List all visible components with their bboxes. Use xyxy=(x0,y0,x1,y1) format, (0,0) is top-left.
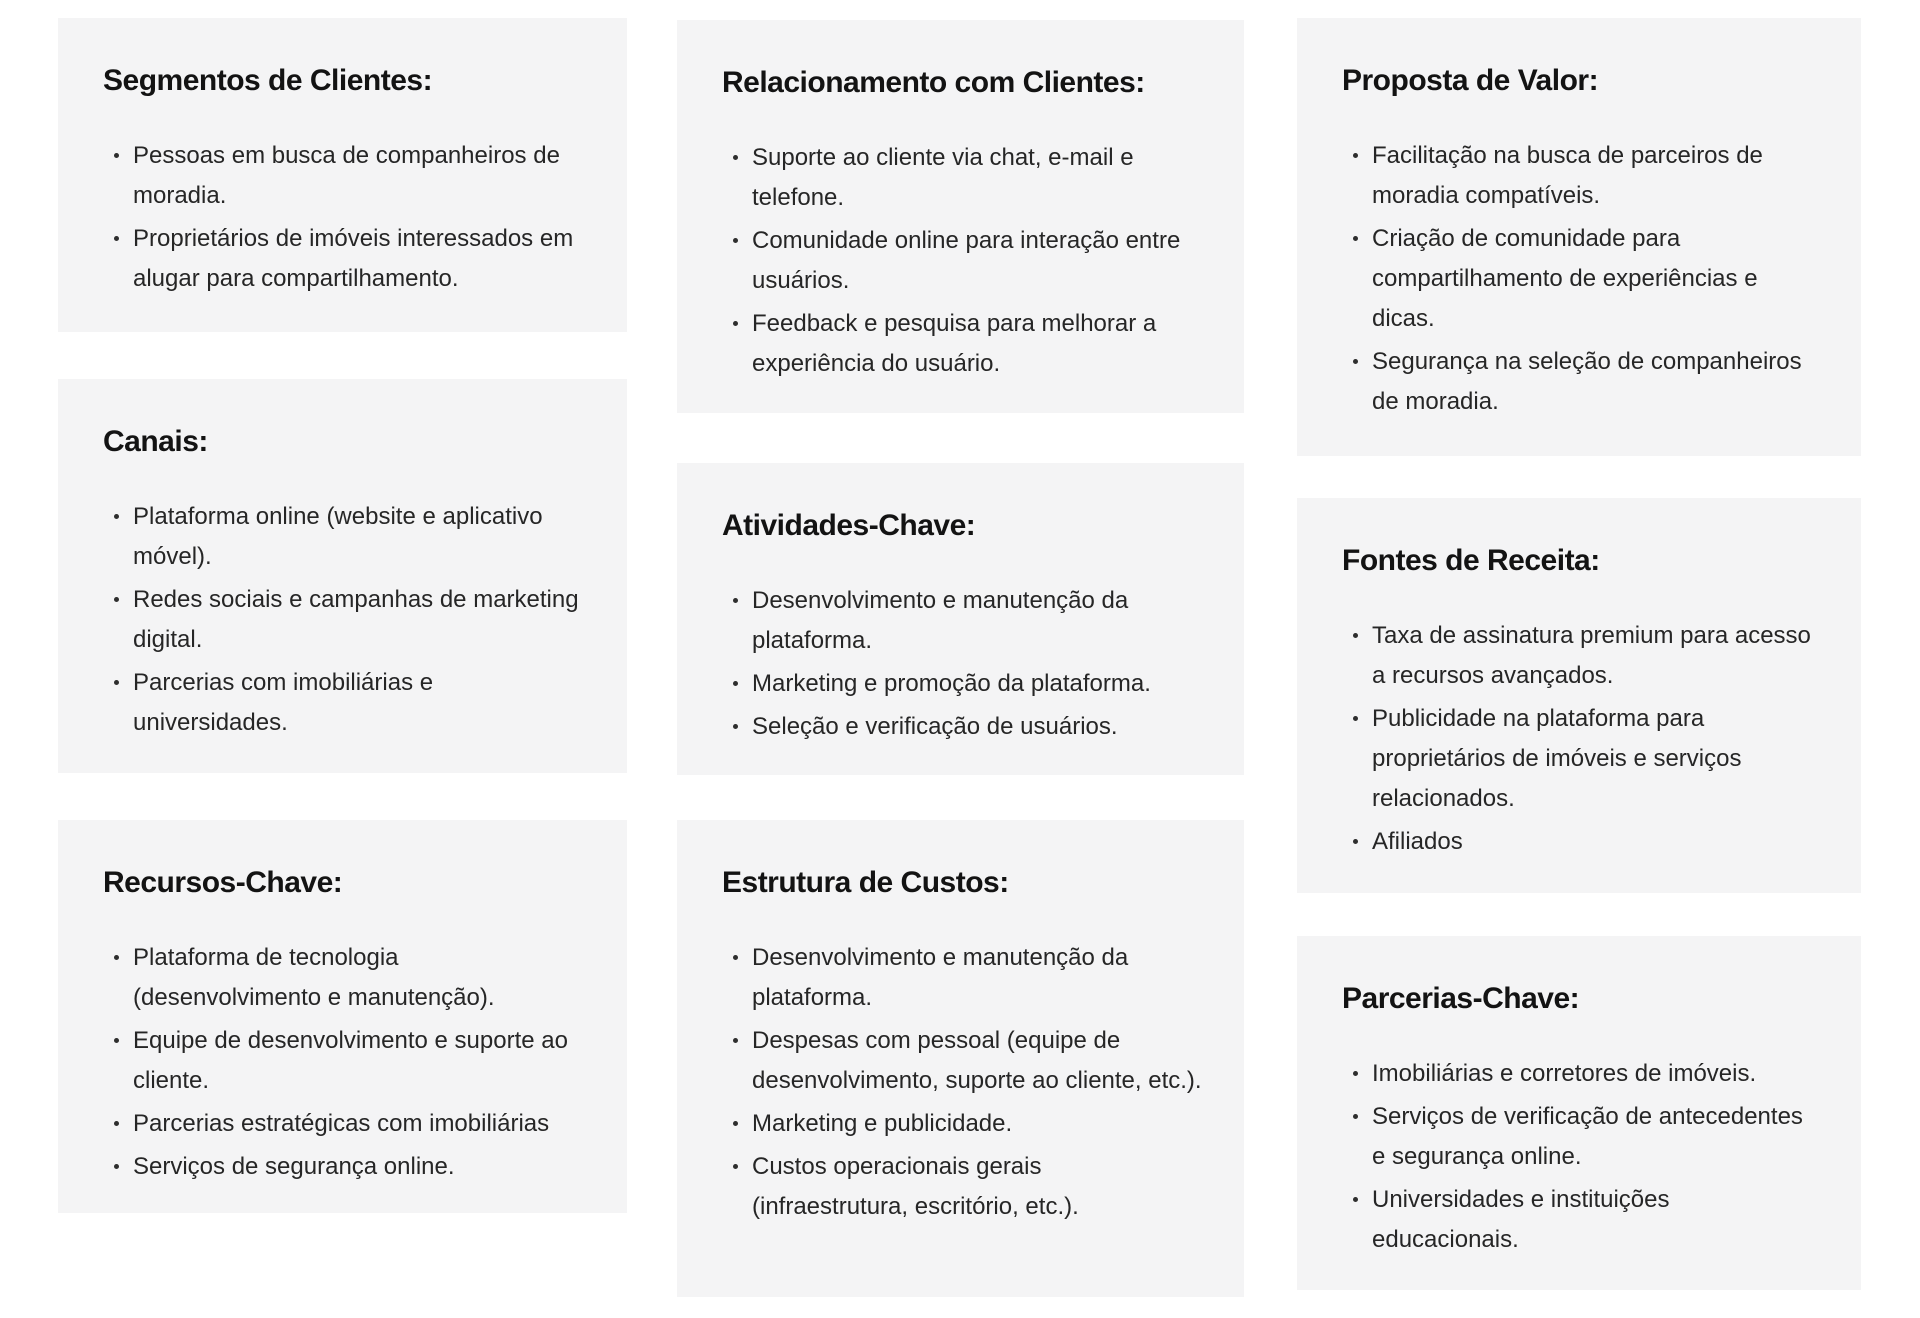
bullet-text: Marketing e promoção da plataforma. xyxy=(752,670,1151,697)
bullet-dot-icon xyxy=(733,321,738,326)
bullet-item xyxy=(103,580,587,660)
bullet-text: Universidades e instituições educacionais. xyxy=(1372,1186,1670,1253)
bullet-text: Segurança na seleção de companheiros de moradia. xyxy=(1372,348,1802,415)
bullet-item xyxy=(722,1021,1204,1101)
bullet-text: Equipe de desenvolvimento e suporte ao cliente. xyxy=(133,1027,568,1094)
bullet-dot-icon xyxy=(733,1164,738,1169)
bullet-dot-icon xyxy=(733,598,738,603)
card-title: Parcerias-Chave: xyxy=(1342,982,1580,1015)
bullet-dot-icon xyxy=(733,238,738,243)
bullet-text: Serviços de verificação de antecedentes e segurança online. xyxy=(1372,1103,1803,1170)
bullet-text: Proprietários de imóveis interessados em alugar para compartilhamento. xyxy=(133,225,574,292)
bullet-text: Plataforma online (website e aplicativo móvel). xyxy=(133,503,543,570)
card-bullet-list xyxy=(1342,616,1821,862)
card-bullet-list xyxy=(1342,136,1821,422)
bullet-text: Despesas com pessoal (equipe de desenvolvimento, suporte ao cliente, etc.). xyxy=(752,1027,1202,1094)
bullet-item xyxy=(103,663,587,743)
bullet-item xyxy=(722,938,1204,1018)
bullet-text: Pessoas em busca de companheiros de moradia. xyxy=(133,142,560,209)
bullet-text: Comunidade online para interação entre usuários. xyxy=(752,227,1181,294)
bullet-item xyxy=(1342,136,1821,216)
bullet-item xyxy=(1342,1054,1821,1094)
bullet-dot-icon xyxy=(1353,153,1358,158)
bullet-item xyxy=(722,1147,1204,1227)
bullet-item xyxy=(722,664,1204,704)
bullet-item xyxy=(103,1104,587,1144)
bullet-dot-icon xyxy=(114,1121,119,1126)
bullet-item xyxy=(722,1104,1204,1144)
card-title: Relacionamento com Clientes: xyxy=(722,66,1145,99)
card-segmentos-de-clientes xyxy=(58,18,627,332)
bullet-item xyxy=(722,304,1204,384)
bullet-text: Parcerias estratégicas com imobiliárias xyxy=(133,1110,550,1137)
bullet-item xyxy=(722,138,1204,218)
bullet-dot-icon xyxy=(733,955,738,960)
card-title: Atividades-Chave: xyxy=(722,509,976,542)
bullet-dot-icon xyxy=(733,1121,738,1126)
bullet-text: Marketing e publicidade. xyxy=(752,1110,1013,1137)
bullet-text: Taxa de assinatura premium para acesso a recursos avançados. xyxy=(1372,622,1811,689)
bullet-item xyxy=(1342,1180,1821,1260)
card-bullet-list xyxy=(1342,1054,1821,1260)
bullet-dot-icon xyxy=(733,155,738,160)
card-title: Fontes de Receita: xyxy=(1342,544,1600,577)
bullet-dot-icon xyxy=(114,1038,119,1043)
bullet-item xyxy=(1342,1097,1821,1177)
bullet-text: Parcerias com imobiliárias e universidades. xyxy=(133,669,434,736)
bullet-item xyxy=(103,1021,587,1101)
bullet-item xyxy=(103,1147,587,1187)
bullet-item xyxy=(1342,342,1821,422)
bullet-dot-icon xyxy=(1353,1114,1358,1119)
bullet-item xyxy=(103,136,587,216)
bullet-dot-icon xyxy=(733,1038,738,1043)
bullet-item xyxy=(1342,822,1821,862)
bullet-dot-icon xyxy=(114,153,119,158)
bullet-dot-icon xyxy=(114,1164,119,1169)
bullet-dot-icon xyxy=(1353,633,1358,638)
bullet-dot-icon xyxy=(1353,359,1358,364)
bullet-text: Desenvolvimento e manutenção da plataforma. xyxy=(752,587,1129,654)
card-relacionamento-com-clientes xyxy=(677,20,1244,413)
bullet-dot-icon xyxy=(1353,1197,1358,1202)
card-estrutura-de-custos xyxy=(677,820,1244,1297)
bullet-item xyxy=(103,219,587,299)
card-atividades-chave xyxy=(677,463,1244,775)
bullet-text: Plataforma de tecnologia (desenvolvimento e manutenção). xyxy=(133,944,495,1011)
bullet-text: Suporte ao cliente via chat, e-mail e telefone. xyxy=(752,144,1134,211)
card-bullet-list xyxy=(103,136,587,299)
bullet-text: Criação de comunidade para compartilhamento de experiências e dicas. xyxy=(1372,225,1758,332)
card-bullet-list xyxy=(103,497,587,743)
bullet-text: Serviços de segurança online. xyxy=(133,1153,455,1180)
bullet-item xyxy=(1342,616,1821,696)
bullet-dot-icon xyxy=(733,681,738,686)
bullet-dot-icon xyxy=(733,724,738,729)
card-recursos-chave xyxy=(58,820,627,1213)
bullet-dot-icon xyxy=(1353,716,1358,721)
card-canais xyxy=(58,379,627,773)
bullet-text: Redes sociais e campanhas de marketing digital. xyxy=(133,586,579,653)
card-title: Estrutura de Custos: xyxy=(722,866,1009,899)
bullet-item xyxy=(103,497,587,577)
card-bullet-list xyxy=(103,938,587,1187)
bullet-dot-icon xyxy=(114,514,119,519)
bullet-dot-icon xyxy=(114,680,119,685)
card-fontes-de-receita xyxy=(1297,498,1861,893)
card-title: Proposta de Valor: xyxy=(1342,64,1599,97)
bullet-text: Facilitação na busca de parceiros de moradia compatíveis. xyxy=(1372,142,1763,209)
bullet-dot-icon xyxy=(1353,839,1358,844)
card-bullet-list xyxy=(722,138,1204,384)
bullet-text: Imobiliárias e corretores de imóveis. xyxy=(1372,1060,1757,1087)
bullet-text: Afiliados xyxy=(1372,828,1463,855)
card-parcerias-chave xyxy=(1297,936,1861,1290)
bullet-dot-icon xyxy=(114,597,119,602)
bullet-dot-icon xyxy=(1353,236,1358,241)
card-title: Recursos-Chave: xyxy=(103,866,343,899)
bullet-dot-icon xyxy=(1353,1071,1358,1076)
bullet-item xyxy=(722,707,1204,747)
bullet-text: Feedback e pesquisa para melhorar a experiência do usuário. xyxy=(752,310,1157,377)
card-proposta-de-valor xyxy=(1297,18,1861,456)
bullet-dot-icon xyxy=(114,236,119,241)
card-bullet-list xyxy=(722,581,1204,747)
bullet-dot-icon xyxy=(114,955,119,960)
bullet-item xyxy=(1342,219,1821,339)
card-title: Segmentos de Clientes: xyxy=(103,64,433,97)
bullet-item xyxy=(103,938,587,1018)
bullet-text: Publicidade na plataforma para proprietários de imóveis e serviços relacionados. xyxy=(1372,705,1742,812)
bullet-text: Desenvolvimento e manutenção da plataforma. xyxy=(752,944,1129,1011)
bullet-item xyxy=(722,221,1204,301)
bullet-item xyxy=(1342,699,1821,819)
bullet-text: Seleção e verificação de usuários. xyxy=(752,713,1118,740)
card-title: Canais: xyxy=(103,425,208,458)
card-bullet-list xyxy=(722,938,1204,1227)
bullet-text: Custos operacionais gerais (infraestrutura, escritório, etc.). xyxy=(752,1153,1079,1220)
bullet-item xyxy=(722,581,1204,661)
